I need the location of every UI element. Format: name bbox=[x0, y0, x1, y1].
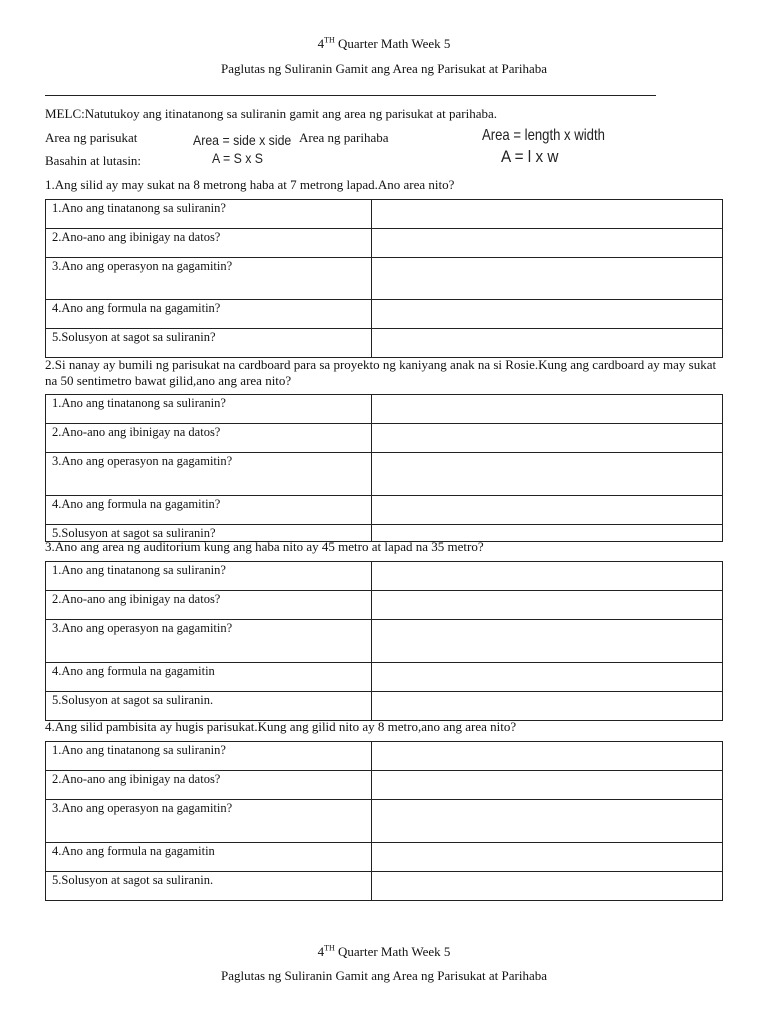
table-row-question: 3.Ano ang operasyon na gagamitin? bbox=[46, 453, 372, 496]
table-row-question: 2.Ano-ano ang ibinigay na datos? bbox=[46, 229, 372, 258]
problem-2-table bbox=[45, 394, 723, 542]
square-area-label: Area ng parisukat bbox=[45, 130, 138, 145]
page-header-title bbox=[0, 36, 768, 52]
grade-number: 4 bbox=[317, 36, 325, 51]
rect-formula: Area = length x width bbox=[482, 127, 605, 144]
square-formula-short: A = S x S bbox=[212, 150, 264, 166]
answer-cell[interactable] bbox=[372, 800, 723, 843]
table-row-question: 5.Solusyon at sagot sa suliranin. bbox=[46, 872, 372, 901]
answer-cell[interactable] bbox=[372, 742, 723, 771]
table-row-question: 1.Ano ang tinatanong sa suliranin? bbox=[46, 742, 372, 771]
table-row-question: 2.Ano-ano ang ibinigay na datos? bbox=[46, 771, 372, 800]
table-row-question: 1.Ano ang tinatanong sa suliranin? bbox=[46, 395, 372, 424]
answer-cell[interactable] bbox=[372, 496, 723, 525]
table-row-question: 4.Ano ang formula na gagamitin bbox=[46, 843, 372, 872]
table-row-question: 5.Solusyon at sagot sa suliranin. bbox=[46, 692, 372, 721]
answer-cell[interactable] bbox=[372, 258, 723, 300]
answer-cell[interactable] bbox=[372, 843, 723, 872]
answer-cell[interactable] bbox=[372, 562, 723, 591]
problem-1-table bbox=[45, 199, 723, 358]
quarter-week-text: Quarter Math Week 5 bbox=[334, 944, 451, 959]
table-row-question: 4.Ano ang formula na gagamitin? bbox=[46, 496, 372, 525]
table-row-question: 5.Solusyon at sagot sa suliranin? bbox=[46, 329, 372, 358]
page-subtitle: Paglutas ng Suliranin Gamit ang Area ng Parisukat at Parihaba bbox=[220, 61, 547, 76]
table-row-question: 1.Ano ang tinatanong sa suliranin? bbox=[46, 562, 372, 591]
answer-cell[interactable] bbox=[372, 620, 723, 663]
answer-cell[interactable] bbox=[372, 663, 723, 692]
table-row-question: 5.Solusyon at sagot sa suliranin? bbox=[46, 525, 372, 542]
answer-cell[interactable] bbox=[372, 200, 723, 229]
table-row-question: 3.Ano ang operasyon na gagamitin? bbox=[46, 800, 372, 843]
answer-cell[interactable] bbox=[372, 692, 723, 721]
footer-subtitle: Paglutas ng Suliranin Gamit ang Area ng Parisukat at Parihaba bbox=[220, 968, 547, 983]
grade-number: 4 bbox=[317, 944, 325, 959]
problem-4-question: 4.Ang silid pambisita ay hugis parisukat.Kung ang gilid nito ay 8 metro,ano ang area nito? bbox=[45, 719, 517, 734]
problem-3-table bbox=[45, 561, 723, 721]
answer-cell[interactable] bbox=[372, 229, 723, 258]
footer-title bbox=[0, 944, 768, 960]
problem-1-question: 1.Ang silid ay may sukat na 8 metrong haba at 7 metrong lapad.Ano area nito? bbox=[45, 177, 455, 192]
table-row-question: 1.Ano ang tinatanong sa suliranin? bbox=[46, 200, 372, 229]
quarter-week-text: Quarter Math Week 5 bbox=[334, 36, 451, 51]
rect-formula-short: A = l x w bbox=[501, 147, 559, 166]
problem-3-question: 3.Ano ang area ng auditorium kung ang haba nito ay 45 metro at lapad na 35 metro? bbox=[45, 539, 484, 554]
melc-text: MELC:Natutukoy ang itinatanong sa suliranin gamit ang area ng parisukat at parihaba. bbox=[45, 106, 497, 121]
table-row-question: 3.Ano ang operasyon na gagamitin? bbox=[46, 620, 372, 663]
square-formula: Area = side x side bbox=[193, 132, 292, 148]
answer-cell[interactable] bbox=[372, 395, 723, 424]
answer-cell[interactable] bbox=[372, 424, 723, 453]
answer-cell[interactable] bbox=[372, 771, 723, 800]
answer-cell[interactable] bbox=[372, 329, 723, 358]
table-row-question: 4.Ano ang formula na gagamitin bbox=[46, 663, 372, 692]
rect-area-label: Area ng parihaba bbox=[299, 130, 389, 145]
answer-cell[interactable] bbox=[372, 872, 723, 901]
table-row-question: 4.Ano ang formula na gagamitin? bbox=[46, 300, 372, 329]
answer-cell[interactable] bbox=[372, 453, 723, 496]
table-row-question: 2.Ano-ano ang ibinigay na datos? bbox=[46, 591, 372, 620]
grade-superscript: TH bbox=[324, 943, 335, 953]
header-divider bbox=[45, 95, 656, 96]
table-row-question: 2.Ano-ano ang ibinigay na datos? bbox=[46, 424, 372, 453]
answer-cell[interactable] bbox=[372, 591, 723, 620]
problem-4-table bbox=[45, 741, 723, 901]
table-row-question: 3.Ano ang operasyon na gagamitin? bbox=[46, 258, 372, 300]
grade-superscript: TH bbox=[324, 35, 335, 45]
answer-cell[interactable] bbox=[372, 300, 723, 329]
problem-2-question: 2.Si nanay ay bumili ng parisukat na cardboard para sa proyekto ng kaniyang anak na si Rosie.Kung ang cardboard ay may sukat na 50 sentimetro bawat gilid,ano ang area nito? bbox=[45, 357, 717, 388]
instruction-text: Basahin at lutasin: bbox=[45, 153, 142, 168]
